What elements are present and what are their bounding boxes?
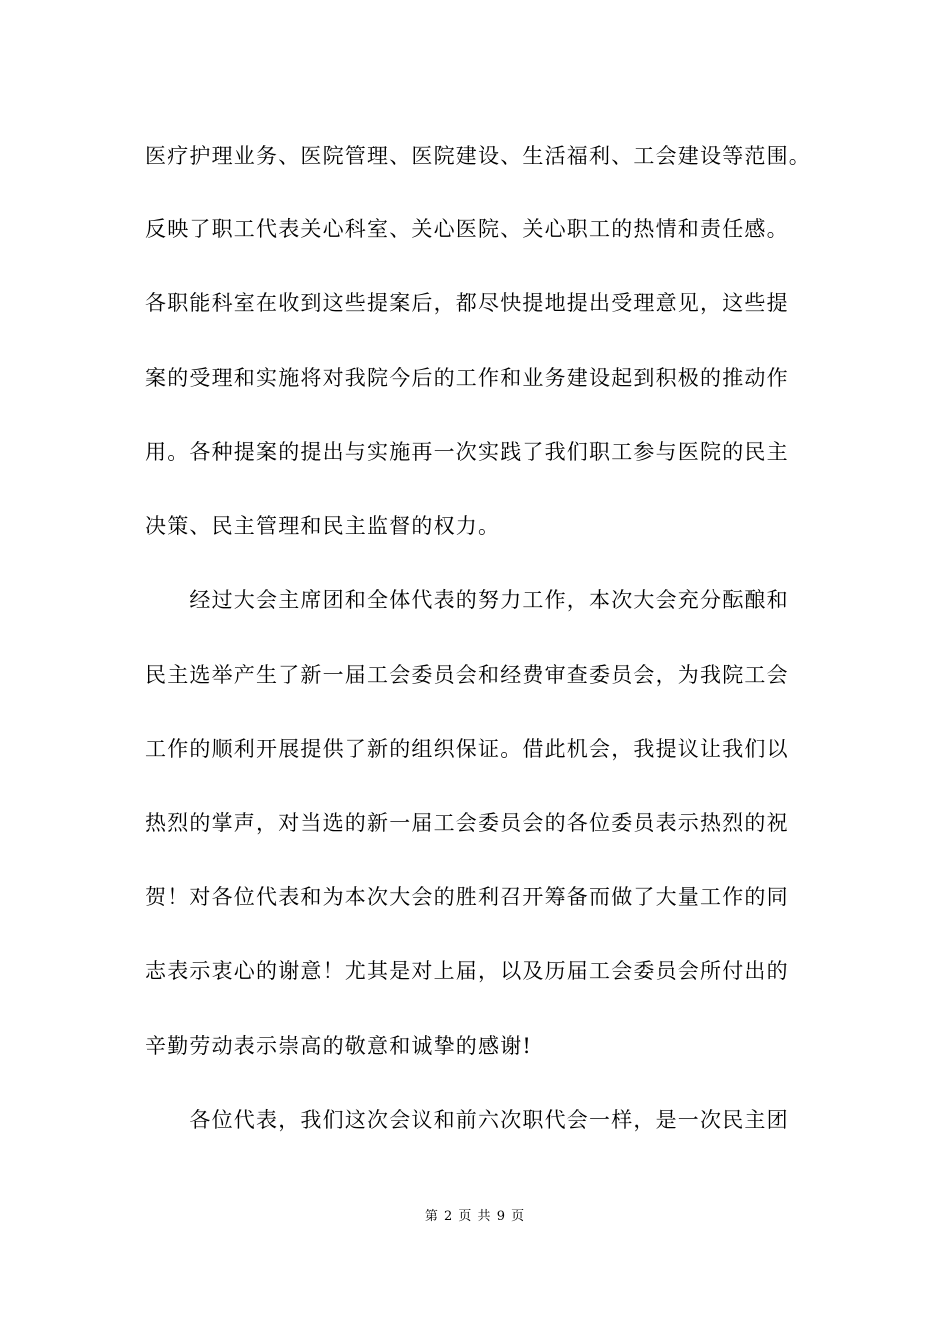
body-line-11: 贺！对各位代表和为本次大会的胜利召开筹备而做了大量工作的同 [145, 885, 789, 909]
body-line-4: 案的受理和实施将对我院今后的工作和业务建设起到积极的推动作 [145, 366, 789, 390]
body-line-14: 各位代表，我们这次会议和前六次职代会一样，是一次民主团 [145, 1108, 789, 1132]
body-line-12: 志表示衷心的谢意！尤其是对上届，以及历届工会委员会所付出的 [145, 959, 789, 983]
body-line-13: 辛勤劳动表示崇高的敬意和诚挚的感谢! [145, 1034, 533, 1058]
body-line-9: 工作的顺利开展提供了新的组织保证。借此机会，我提议让我们以 [145, 737, 789, 761]
page-number-footer: 第 2 页 共 9 页 [424, 1209, 526, 1224]
body-line-7: 经过大会主席团和全体代表的努力工作，本次大会充分酝酿和 [145, 588, 789, 612]
body-line-3: 各职能科室在收到这些提案后，都尽快提地提出受理意见，这些提 [145, 291, 789, 315]
body-line-2: 反映了职工代表关心科室、关心医院、关心职工的热情和责任感。 [145, 217, 789, 241]
body-line-8: 民主选举产生了新一届工会委员会和经费审查委员会，为我院工会 [145, 663, 789, 687]
body-line-1: 医疗护理业务、医院管理、医院建设、生活福利、工会建设等范围。 [145, 144, 811, 168]
body-line-10: 热烈的掌声，对当选的新一届工会委员会的各位委员表示热烈的祝 [145, 811, 789, 835]
body-line-5: 用。各种提案的提出与实施再一次实践了我们职工参与医院的民主 [145, 440, 789, 464]
body-line-6: 决策、民主管理和民主监督的权力。 [145, 514, 501, 538]
